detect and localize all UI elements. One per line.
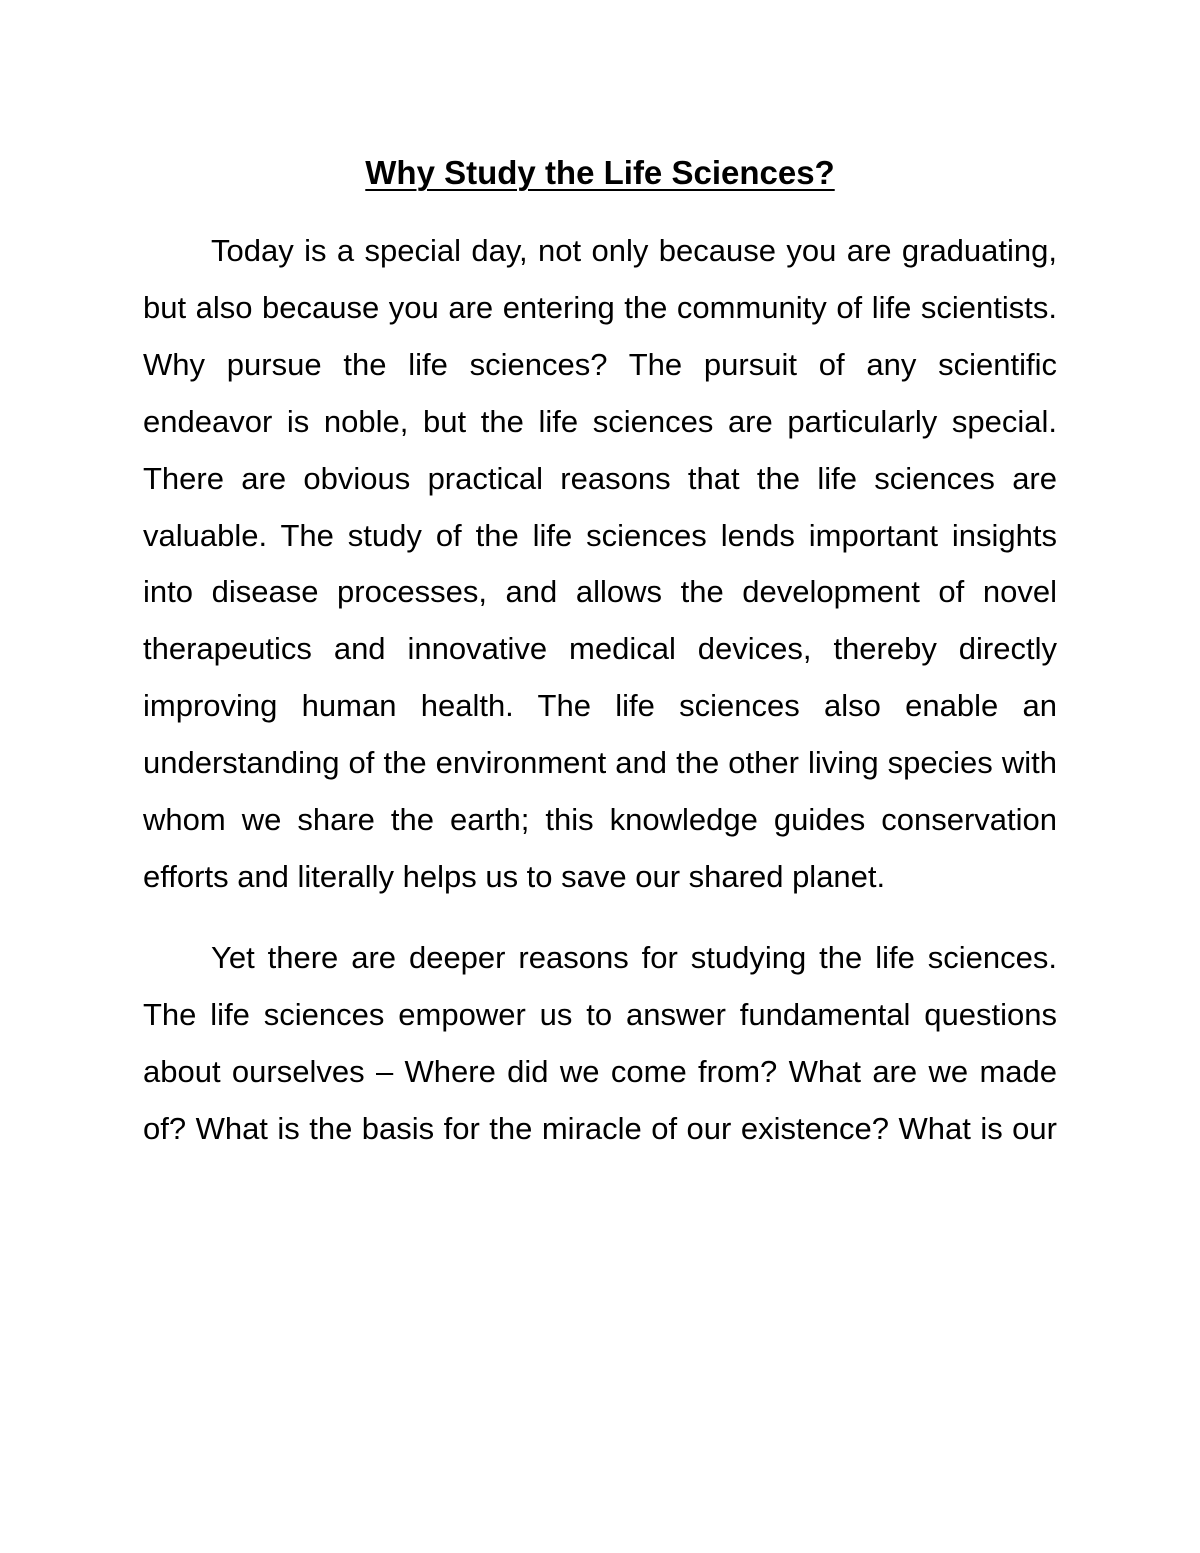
document-title: Why Study the Life Sciences? — [365, 154, 835, 191]
paragraph-2: Yet there are deeper reasons for studying the life sciences. The life sciences empower us to answer fundamental questions about ourselves – Where did we come from? What are we made of? What is the basis for the miracle of our existence? What is our — [143, 939, 1057, 1146]
document-body — [143, 151, 1057, 1158]
paragraph-1: Today is a special day, not only because you are graduating, but also because you are entering the community of life scientists. Why pursue the life sciences? The pursuit of any scientific endeavor is noble, but the life sciences are particularly special. There are obvious practical reasons that the life sciences are valuable. The study of the life sciences lends important insights into disease processes, and allows the development of novel therapeutics and innovative medical devices, thereby directly improving human health. The life sciences also enable an understanding of the environment and the other living species with whom we share the earth; this knowledge guides conservation efforts and literally helps us to save our shared planet. — [143, 233, 1057, 894]
